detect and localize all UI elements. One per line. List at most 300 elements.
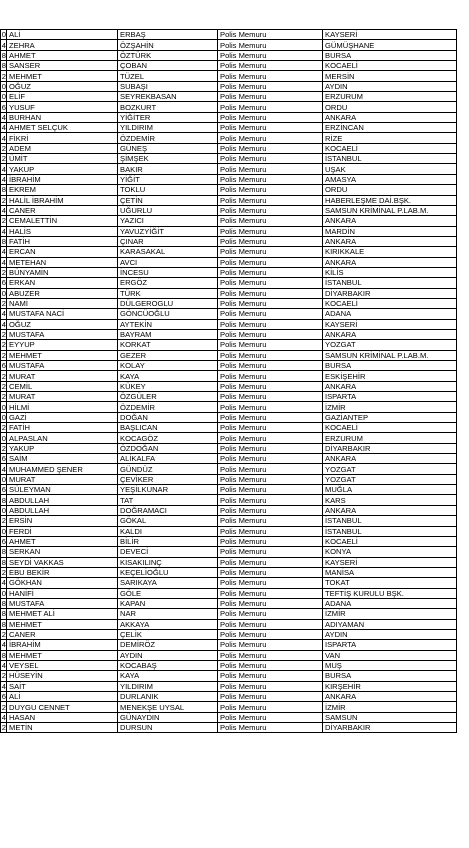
first-name-cell: DUYGU CENNET xyxy=(7,702,118,712)
last-name-cell: ÖZDOĞAN xyxy=(118,443,218,453)
row-number-cell: 8 xyxy=(1,619,6,629)
row-number-cell: 4 xyxy=(1,164,6,174)
table-row xyxy=(1,30,457,40)
row-number-cell: 8 xyxy=(1,650,6,660)
title-cell: Polis Memuru xyxy=(218,464,323,474)
row-number-cell: 8 xyxy=(1,547,6,557)
last-name-cell: KOCAGÖZ xyxy=(118,433,218,443)
first-name-cell: HASAN xyxy=(7,712,118,722)
title-cell: Polis Memuru xyxy=(218,216,323,226)
unit-cell: ADIYAMAN xyxy=(323,619,457,629)
title-cell: Polis Memuru xyxy=(218,154,323,164)
title-cell: Polis Memuru xyxy=(218,123,323,133)
title-cell: Polis Memuru xyxy=(218,319,323,329)
last-name-cell: ÇELİK xyxy=(118,629,218,639)
first-name-cell: FATİH xyxy=(7,423,118,433)
table-row xyxy=(1,598,457,608)
row-number-cell: 0 xyxy=(1,81,6,91)
row-number-cell: 8 xyxy=(1,237,6,247)
row-number-cell: 4 xyxy=(1,578,6,588)
title-cell: Polis Memuru xyxy=(218,557,323,567)
first-name-cell: BÜNYAMİN xyxy=(7,267,118,277)
unit-cell: KAYSERİ xyxy=(323,30,457,40)
last-name-cell: ÖZDEMİR xyxy=(118,402,218,412)
row-number-cell: 6 xyxy=(1,692,6,702)
last-name-cell: GEZER xyxy=(118,350,218,360)
unit-cell: DİYARBAKIR xyxy=(323,723,457,733)
title-cell: Polis Memuru xyxy=(218,392,323,402)
title-cell: Polis Memuru xyxy=(218,660,323,670)
table-row xyxy=(1,174,457,184)
table-row xyxy=(1,61,457,71)
unit-cell: İZMİR xyxy=(323,702,457,712)
title-cell: Polis Memuru xyxy=(218,350,323,360)
table-row xyxy=(1,485,457,495)
first-name-cell: MEHMET xyxy=(7,619,118,629)
last-name-cell: ÖZDEMİR xyxy=(118,133,218,143)
row-number-cell: 2 xyxy=(1,268,6,278)
title-cell: Polis Memuru xyxy=(218,433,323,443)
row-number-cell: 4 xyxy=(1,112,6,122)
unit-cell: ANKARA xyxy=(323,236,457,246)
table-row xyxy=(1,650,457,660)
unit-cell: ERZURUM xyxy=(323,92,457,102)
row-number-cell: 4 xyxy=(1,309,6,319)
unit-cell: KIRIKKALE xyxy=(323,247,457,257)
title-cell: Polis Memuru xyxy=(218,495,323,505)
title-cell: Polis Memuru xyxy=(218,164,323,174)
table-row xyxy=(1,381,457,391)
row-number-cell: 8 xyxy=(1,185,6,195)
title-cell: Polis Memuru xyxy=(218,443,323,453)
row-number-cell: 4 xyxy=(1,133,6,143)
last-name-cell: ÖZTÜRK xyxy=(118,50,218,60)
last-name-cell: GÖNCÜOĞLU xyxy=(118,309,218,319)
table-row xyxy=(1,578,457,588)
row-number-cell: 6 xyxy=(1,537,6,547)
unit-cell: ERZURUM xyxy=(323,433,457,443)
table-row xyxy=(1,629,457,639)
unit-cell: GAZİANTEP xyxy=(323,412,457,422)
last-name-cell: ALİKALFA xyxy=(118,454,218,464)
first-name-cell: GAZİ xyxy=(7,412,118,422)
unit-cell: ISPARTA xyxy=(323,640,457,650)
table-row xyxy=(1,454,457,464)
row-number-cell: 4 xyxy=(1,174,6,184)
first-name-cell: NAMİ xyxy=(7,298,118,308)
last-name-cell: KAPAN xyxy=(118,598,218,608)
first-name-cell: YAKUP xyxy=(7,164,118,174)
row-number-cell: 2 xyxy=(1,330,6,340)
title-cell: Polis Memuru xyxy=(218,340,323,350)
last-name-cell: ÖZŞAHİN xyxy=(118,40,218,50)
table-row xyxy=(1,516,457,526)
first-name-cell: İBRAHİM xyxy=(7,640,118,650)
last-name-cell: SUBAŞI xyxy=(118,81,218,91)
row-number-cell: 2 xyxy=(1,340,6,350)
row-number-cell: 4 xyxy=(1,40,6,50)
unit-cell: YOZGAT xyxy=(323,340,457,350)
row-number-cell: 0 xyxy=(1,412,6,422)
row-number-cell: 2 xyxy=(1,671,6,681)
table-row xyxy=(1,267,457,277)
first-name-cell: HÜSEYİN xyxy=(7,671,118,681)
table-row xyxy=(1,443,457,453)
last-name-cell: YAVUZYİĞİT xyxy=(118,226,218,236)
row-number-cell: 2 xyxy=(1,371,6,381)
title-cell: Polis Memuru xyxy=(218,485,323,495)
table-row xyxy=(1,350,457,360)
row-number-cell: 4 xyxy=(1,661,6,671)
unit-cell: KIRŞEHİR xyxy=(323,681,457,691)
last-name-cell: KEÇELİOĞLU xyxy=(118,567,218,577)
table-row xyxy=(1,371,457,381)
last-name-cell: YILDIRIM xyxy=(118,123,218,133)
last-name-cell: KALDI xyxy=(118,526,218,536)
table-row xyxy=(1,92,457,102)
unit-cell: MARDİN xyxy=(323,226,457,236)
table-row xyxy=(1,288,457,298)
last-name-cell: MENEKŞE UYSAL xyxy=(118,702,218,712)
first-name-cell: FATİH xyxy=(7,236,118,246)
row-number-cell: 0 xyxy=(1,526,6,536)
title-cell: Polis Memuru xyxy=(218,454,323,464)
table-row xyxy=(1,692,457,702)
title-cell: Polis Memuru xyxy=(218,40,323,50)
row-number-cell: 0 xyxy=(1,474,6,484)
table-row xyxy=(1,185,457,195)
last-name-cell: AYDIN xyxy=(118,650,218,660)
first-name-cell: ABDULLAH xyxy=(7,505,118,515)
unit-cell: SAMSUN KRİMİNAL P.LAB.M. xyxy=(323,350,457,360)
last-name-cell: DURLANIK xyxy=(118,692,218,702)
table-row xyxy=(1,257,457,267)
unit-cell: KİLİS xyxy=(323,267,457,277)
unit-cell: İZMİR xyxy=(323,402,457,412)
title-cell: Polis Memuru xyxy=(218,578,323,588)
unit-cell: KOCAELİ xyxy=(323,298,457,308)
table-row xyxy=(1,464,457,474)
last-name-cell: DEMİRÖZ xyxy=(118,640,218,650)
first-name-cell: MUSTAFA NACİ xyxy=(7,309,118,319)
unit-cell: ESKİŞEHİR xyxy=(323,371,457,381)
title-cell: Polis Memuru xyxy=(218,236,323,246)
table-row xyxy=(1,361,457,371)
unit-cell: ANKARA xyxy=(323,112,457,122)
first-name-cell: OĞUZ xyxy=(7,319,118,329)
table-row xyxy=(1,557,457,567)
unit-cell: İSTANBUL xyxy=(323,526,457,536)
title-cell: Polis Memuru xyxy=(218,174,323,184)
title-cell: Polis Memuru xyxy=(218,547,323,557)
row-number-cell: 8 xyxy=(1,609,6,619)
table-row xyxy=(1,547,457,557)
unit-cell: ADANA xyxy=(323,598,457,608)
last-name-cell: YILDIRIM xyxy=(118,681,218,691)
unit-cell: KARS xyxy=(323,495,457,505)
title-cell: Polis Memuru xyxy=(218,361,323,371)
table-row xyxy=(1,619,457,629)
last-name-cell: BAYRAM xyxy=(118,329,218,339)
title-cell: Polis Memuru xyxy=(218,598,323,608)
title-cell: Polis Memuru xyxy=(218,71,323,81)
table-row xyxy=(1,495,457,505)
title-cell: Polis Memuru xyxy=(218,185,323,195)
unit-cell: BURSA xyxy=(323,50,457,60)
first-name-cell: OĞUZ xyxy=(7,81,118,91)
last-name-cell: TÜZEL xyxy=(118,71,218,81)
title-cell: Polis Memuru xyxy=(218,205,323,215)
title-cell: Polis Memuru xyxy=(218,247,323,257)
title-cell: Polis Memuru xyxy=(218,619,323,629)
last-name-cell: YİĞİT xyxy=(118,174,218,184)
unit-cell: AYDIN xyxy=(323,81,457,91)
row-number-cell: 4 xyxy=(1,226,6,236)
row-number-cell: 2 xyxy=(1,443,6,453)
last-name-cell: ÇETİN xyxy=(118,195,218,205)
last-name-cell: GÜNEŞ xyxy=(118,143,218,153)
unit-cell: ANKARA xyxy=(323,216,457,226)
table-row xyxy=(1,112,457,122)
row-number-cell: 6 xyxy=(1,361,6,371)
first-name-cell: FERDİ xyxy=(7,526,118,536)
unit-cell: İSTANBUL xyxy=(323,278,457,288)
first-name-cell: METİN xyxy=(7,723,118,733)
row-number-cell: 4 xyxy=(1,319,6,329)
table-row xyxy=(1,609,457,619)
unit-cell: MUĞLA xyxy=(323,485,457,495)
row-number-cell: 0 xyxy=(1,402,6,412)
last-name-cell: GÜNDÜZ xyxy=(118,464,218,474)
last-name-cell: BOZKURT xyxy=(118,102,218,112)
table-row xyxy=(1,474,457,484)
title-cell: Polis Memuru xyxy=(218,516,323,526)
title-cell: Polis Memuru xyxy=(218,226,323,236)
row-number-cell: 8 xyxy=(1,495,6,505)
table-row xyxy=(1,319,457,329)
unit-cell: RİZE xyxy=(323,133,457,143)
title-cell: Polis Memuru xyxy=(218,371,323,381)
table-row xyxy=(1,143,457,153)
unit-cell: HABERLEŞME DAİ.BŞK. xyxy=(323,195,457,205)
row-number-cell: 0 xyxy=(1,505,6,515)
first-name-cell: EBU BEKİR xyxy=(7,567,118,577)
last-name-cell: ÖZGÜLER xyxy=(118,392,218,402)
table-row xyxy=(1,102,457,112)
unit-cell: İSTANBUL xyxy=(323,154,457,164)
first-name-cell: AHMET xyxy=(7,50,118,60)
last-name-cell: KOLAY xyxy=(118,361,218,371)
unit-cell: ERZİNCAN xyxy=(323,123,457,133)
unit-cell: İSTANBUL xyxy=(323,516,457,526)
last-name-cell: AVCI xyxy=(118,257,218,267)
title-cell: Polis Memuru xyxy=(218,92,323,102)
row-number-cell: 6 xyxy=(1,102,6,112)
first-name-cell: ERKAN xyxy=(7,278,118,288)
table-row xyxy=(1,567,457,577)
unit-cell: KOCAELİ xyxy=(323,423,457,433)
unit-cell: YOZGAT xyxy=(323,464,457,474)
first-name-cell: MURAT xyxy=(7,392,118,402)
first-name-cell: AHMET xyxy=(7,536,118,546)
first-name-cell: GÖKHAN xyxy=(7,578,118,588)
first-name-cell: SÜLEYMAN xyxy=(7,485,118,495)
row-number-cell: 0 xyxy=(1,588,6,598)
first-name-cell: MEHMET xyxy=(7,350,118,360)
table-row xyxy=(1,164,457,174)
first-name-cell: YAKUP xyxy=(7,443,118,453)
row-number-cell: 2 xyxy=(1,702,6,712)
last-name-cell: TAT xyxy=(118,495,218,505)
first-name-cell: CANER xyxy=(7,629,118,639)
last-name-cell: YİĞİTER xyxy=(118,112,218,122)
last-name-cell: ŞİMŞEK xyxy=(118,154,218,164)
unit-cell: İZMİR xyxy=(323,609,457,619)
first-name-cell: HALİL İBRAHİM xyxy=(7,195,118,205)
unit-cell: GÜMÜŞHANE xyxy=(323,40,457,50)
last-name-cell: KARASAKAL xyxy=(118,247,218,257)
title-cell: Polis Memuru xyxy=(218,329,323,339)
row-number-cell: 2 xyxy=(1,143,6,153)
first-name-cell: MEHMET ALİ xyxy=(7,609,118,619)
row-number-cell: 0 xyxy=(1,30,6,40)
first-name-cell: METEHAN xyxy=(7,257,118,267)
table-row xyxy=(1,195,457,205)
first-name-cell: MURAT xyxy=(7,371,118,381)
row-number-cell: 4 xyxy=(1,257,6,267)
table-row xyxy=(1,236,457,246)
first-name-cell: ELİF xyxy=(7,92,118,102)
personnel-table-body xyxy=(1,30,457,733)
unit-cell: AYDIN xyxy=(323,629,457,639)
first-name-cell: SAİM xyxy=(7,454,118,464)
table-row xyxy=(1,81,457,91)
table-row xyxy=(1,671,457,681)
title-cell: Polis Memuru xyxy=(218,278,323,288)
table-row xyxy=(1,133,457,143)
row-number-cell: 4 xyxy=(1,247,6,257)
table-row xyxy=(1,123,457,133)
unit-cell: ANKARA xyxy=(323,454,457,464)
first-name-cell: YUSUF xyxy=(7,102,118,112)
unit-cell: KONYA xyxy=(323,547,457,557)
unit-cell: AMASYA xyxy=(323,174,457,184)
row-number-cell: 2 xyxy=(1,423,6,433)
first-name-cell: SAİT xyxy=(7,681,118,691)
table-row xyxy=(1,723,457,733)
first-name-cell: HANİFİ xyxy=(7,588,118,598)
last-name-cell: ERGÖZ xyxy=(118,278,218,288)
title-cell: Polis Memuru xyxy=(218,81,323,91)
row-number-cell: 4 xyxy=(1,206,6,216)
last-name-cell: SARIKAYA xyxy=(118,578,218,588)
unit-cell: SAMSUN xyxy=(323,712,457,722)
title-cell: Polis Memuru xyxy=(218,257,323,267)
unit-cell: KOCAELİ xyxy=(323,536,457,546)
table-row xyxy=(1,329,457,339)
table-row xyxy=(1,298,457,308)
table-row xyxy=(1,526,457,536)
last-name-cell: GÜNAYDIN xyxy=(118,712,218,722)
title-cell: Polis Memuru xyxy=(218,423,323,433)
title-cell: Polis Memuru xyxy=(218,650,323,660)
last-name-cell: GÖLE xyxy=(118,588,218,598)
row-number-cell: 2 xyxy=(1,723,6,733)
last-name-cell: AYTEKİN xyxy=(118,319,218,329)
row-number-cell: 2 xyxy=(1,381,6,391)
row-number-cell: 0 xyxy=(1,92,6,102)
table-row xyxy=(1,247,457,257)
table-row xyxy=(1,412,457,422)
row-number-cell: 4 xyxy=(1,464,6,474)
last-name-cell: KÜKEY xyxy=(118,381,218,391)
unit-cell: MANİSA xyxy=(323,567,457,577)
first-name-cell: ABDULLAH xyxy=(7,495,118,505)
title-cell: Polis Memuru xyxy=(218,143,323,153)
table-row xyxy=(1,340,457,350)
title-cell: Polis Memuru xyxy=(218,402,323,412)
row-number-cell: 6 xyxy=(1,485,6,495)
unit-cell: ADANA xyxy=(323,309,457,319)
row-number-cell: 2 xyxy=(1,350,6,360)
table-row xyxy=(1,205,457,215)
first-name-cell: EKREM xyxy=(7,185,118,195)
unit-cell: ANKARA xyxy=(323,381,457,391)
first-name-cell: SERKAN xyxy=(7,547,118,557)
row-number-cell: 6 xyxy=(1,454,6,464)
table-row xyxy=(1,278,457,288)
row-number-cell: 4 xyxy=(1,123,6,133)
first-name-cell: ADEM xyxy=(7,143,118,153)
last-name-cell: KAYA xyxy=(118,671,218,681)
table-row xyxy=(1,71,457,81)
unit-cell: VAN xyxy=(323,650,457,660)
row-number-cell: 4 xyxy=(1,681,6,691)
row-number-cell: 4 xyxy=(1,640,6,650)
title-cell: Polis Memuru xyxy=(218,102,323,112)
first-name-cell: İBRAHİM xyxy=(7,174,118,184)
title-cell: Polis Memuru xyxy=(218,474,323,484)
title-cell: Polis Memuru xyxy=(218,381,323,391)
last-name-cell: ÇOBAN xyxy=(118,61,218,71)
first-name-cell: ERSİN xyxy=(7,516,118,526)
unit-cell: ANKARA xyxy=(323,692,457,702)
first-name-cell: CEMALETTİN xyxy=(7,216,118,226)
last-name-cell: BAKIR xyxy=(118,164,218,174)
row-number-cell: 2 xyxy=(1,392,6,402)
title-cell: Polis Memuru xyxy=(218,681,323,691)
last-name-cell: İNCESU xyxy=(118,267,218,277)
first-name-cell: ABUZER xyxy=(7,288,118,298)
personnel-table xyxy=(0,29,457,733)
row-number-cell: 2 xyxy=(1,299,6,309)
table-row xyxy=(1,309,457,319)
title-cell: Polis Memuru xyxy=(218,412,323,422)
first-name-cell: MEHMET xyxy=(7,71,118,81)
title-cell: Polis Memuru xyxy=(218,712,323,722)
row-number-cell: 2 xyxy=(1,516,6,526)
title-cell: Polis Memuru xyxy=(218,692,323,702)
last-name-cell: DOĞRAMACI xyxy=(118,505,218,515)
last-name-cell: SEYREKBASAN xyxy=(118,92,218,102)
table-row xyxy=(1,423,457,433)
title-cell: Polis Memuru xyxy=(218,30,323,40)
table-row xyxy=(1,660,457,670)
table-row xyxy=(1,712,457,722)
title-cell: Polis Memuru xyxy=(218,50,323,60)
title-cell: Polis Memuru xyxy=(218,671,323,681)
unit-cell: KAYSERİ xyxy=(323,557,457,567)
